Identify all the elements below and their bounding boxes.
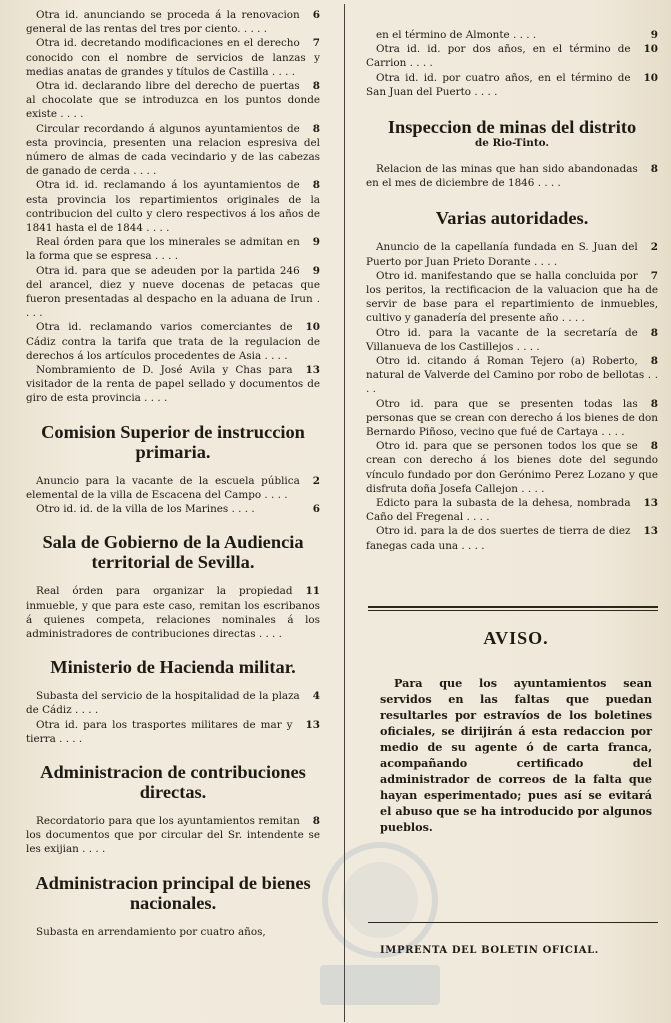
entry-leader-dots: . . . .	[458, 539, 485, 552]
entry-text: Relacion de las minas que han sido abandonadas en el mes de diciembre de 1846	[366, 163, 638, 190]
separator-rule-thin	[368, 610, 658, 611]
entry-text: Nombramiento de D. José Avila y Chas para visitador de la renta de papel sellado y documentos de giro de esta provincia	[26, 364, 320, 405]
index-entry	[26, 122, 320, 179]
entry-leader-dots: . . . .	[55, 732, 83, 745]
entry-text: Recordatorio para que los ayuntamientos remitan los documentos que por circular del Sr. intendente se les exijian	[26, 814, 320, 856]
entry-text: en el término de Almonte	[376, 29, 510, 41]
entry-page-number: 8	[312, 80, 320, 93]
entry-leader-dots: . . . .	[513, 340, 540, 353]
index-entry	[26, 264, 320, 321]
entry-leader-dots: . . . .	[129, 165, 157, 178]
index-entry	[366, 162, 658, 190]
entry-page-number: 7	[650, 269, 658, 282]
entry-text: Otra id. para que se adeuden por la partida 246 del arancel, diez y nueve docenas de petacas que fueron presentadas al despacho en la aduana de Irun	[26, 264, 320, 306]
entry-text: Otra id. reclamando varios comerciantes de Cádiz contra la tarifa que trata de la regulacion de derechos á los artículos procedentes de Asia	[26, 321, 320, 362]
index-entry	[26, 178, 320, 235]
entry-leader-dots: . . . .	[261, 349, 288, 362]
entry-text: Subasta en arrendamiento por cuatro años,	[36, 925, 266, 938]
index-entry	[366, 439, 658, 496]
index-entry	[366, 240, 658, 268]
index-entry	[26, 235, 320, 263]
notice-body: Para que los ayuntamientos sean servidos en las faltas que puedan resultarles por estravíos de los boletines oficiales, se dirijirán á esta redaccion por medio de su agente ó de carta franca, acompañando certificado del administrador de correos de la falta que hayan esperimentado; pues así se evitará el abuso que se ha introducido por algunos pueblos.	[380, 676, 652, 834]
entry-page-number: 11	[305, 585, 320, 598]
entry-page-number: 13	[643, 497, 658, 510]
entry-text: Otra id. declarando libre del derecho de puertas al chocolate que se introduzca en los puntos donde existe	[26, 80, 320, 121]
entry-leader-dots: . . . .	[140, 392, 168, 405]
left-column	[26, 8, 320, 939]
entry-leader-dots: . . . .	[366, 369, 659, 396]
section-block	[366, 117, 658, 190]
section-heading	[26, 657, 320, 677]
entry-page-number: 6	[312, 503, 320, 516]
index-entry	[366, 326, 658, 354]
entry-text: Subasta del servicio de la hospitalidad de la plaza de Cádiz	[26, 690, 300, 717]
section-block	[26, 532, 320, 641]
entry-leader-dots: . . . .	[261, 488, 288, 501]
index-entry	[366, 71, 658, 99]
entry-page-number: 9	[650, 29, 658, 41]
library-seal-watermark	[300, 830, 460, 1020]
entry-leader-dots: . . . .	[598, 426, 625, 439]
entry-page-number: 9	[312, 264, 320, 277]
index-entry	[26, 502, 320, 516]
entry-leader-dots: . . . .	[530, 255, 558, 268]
entry-page-number: 2	[650, 241, 658, 254]
entry-text: Real órden para organizar la propiedad inmueble, y que para este caso, remitan los escribanos á quienes competa, relaciones nominales á los administradores de contribuciones directas	[26, 585, 320, 640]
index-entry	[366, 269, 658, 326]
index-entry	[26, 320, 320, 363]
printer-imprint: IMPRENTA DEL BOLETIN OFICIAL.	[380, 945, 599, 956]
index-entry	[366, 28, 658, 42]
entry-leader-dots: . . . .	[268, 65, 296, 78]
entry-text: Otra id. decretando modificaciones en el derecho conocido con el nombre de servicios de lanzas y medias anatas de grandes y títulos de Castilla	[26, 37, 320, 78]
entry-leader-dots: . . . .	[151, 250, 179, 263]
entry-page-number: 10	[643, 71, 658, 84]
section-heading	[366, 117, 658, 150]
section-block	[26, 657, 320, 746]
entry-page-number: 8	[312, 179, 320, 192]
section-block	[26, 873, 320, 939]
section-title: Comision Superior de instruccion primaria.	[41, 421, 305, 462]
section-subtitle: de Rio-Tinto.	[475, 137, 549, 150]
index-entry	[366, 42, 658, 70]
entry-page-number: 7	[312, 37, 320, 50]
entry-leader-dots: . . . .	[240, 23, 268, 36]
section-title: Administracion de contribuciones directas.	[40, 761, 306, 802]
index-entry	[366, 354, 658, 397]
separator-rule	[368, 606, 658, 608]
entry-text: Otro id. para la vacante de la secretaría de Villanueva de los Castillejos	[366, 326, 638, 353]
entry-text: Otro id. para la de dos suertes de tierra de diez fanegas cada una	[366, 525, 631, 552]
entry-text: Circular recordando á algunos ayuntamientos de esta provincia, presenten una relacion espresiva del número de almas de cada vecindario y de las cabezas de ganado de cerda	[26, 122, 320, 178]
entry-page-number: 8	[312, 122, 320, 135]
entry-leader-dots: . . . .	[255, 627, 282, 640]
entry-text: Real órden para que los minerales se admitan en la forma que se espresa	[26, 236, 300, 263]
entry-text: Otro id. para que se presenten todas las personas que se crean con derecho á los bienes de don Bernardo Piñoso, vecino que fué de Cartaya	[366, 397, 658, 439]
entry-page-number: 8	[650, 440, 658, 453]
entry-page-number: 8	[650, 163, 658, 176]
entry-page-number: 8	[650, 397, 658, 410]
entry-page-number: 8	[312, 814, 320, 827]
index-entry	[366, 397, 658, 440]
notice-box	[380, 628, 652, 835]
entry-page-number: 6	[312, 9, 320, 21]
entry-leader-dots: . . . .	[534, 177, 561, 190]
section-heading	[26, 873, 320, 913]
index-entry	[26, 8, 320, 36]
entry-page-number: 8	[650, 326, 658, 339]
entry-page-number: 4	[312, 690, 320, 703]
notice-title: AVISO.	[483, 628, 549, 648]
section-block	[26, 762, 320, 857]
section-title: Inspeccion de minas del distrito	[387, 117, 637, 138]
entry-leader-dots: . . . .	[57, 108, 84, 121]
entry-leader-dots: . . . .	[142, 222, 170, 235]
section-heading	[26, 762, 320, 802]
entry-page-number: 13	[305, 718, 320, 731]
entry-leader-dots: . . . .	[78, 843, 106, 856]
entry-page-number: 8	[650, 355, 658, 368]
section-block	[26, 422, 320, 517]
entry-text: Anuncio para la vacante de la escuela pública elemental de la villa de Escacena del Campo	[26, 474, 300, 501]
entry-leader-dots: . . . .	[406, 57, 433, 70]
section-heading	[26, 532, 320, 572]
entry-leader-dots: . . . .	[26, 293, 321, 320]
entry-leader-dots: . . . .	[71, 704, 99, 717]
entry-leader-dots: . . . .	[228, 503, 255, 516]
right-column	[366, 28, 658, 553]
section-title: Administracion principal de bienes nacionales.	[35, 872, 311, 913]
entry-text: Edicto para la subasta de la dehesa, nombrada Caño del Fregenal	[366, 497, 631, 524]
index-entry	[26, 814, 320, 857]
section-title: Sala de Gobierno de la Audiencia territorial de Sevilla.	[42, 532, 304, 573]
entry-text: Otra id. para los trasportes militares de mar y tierra	[26, 718, 293, 745]
section-heading	[26, 422, 320, 462]
index-entry	[26, 79, 320, 122]
entry-text: Otro id. manifestando que se halla concluida por los peritos, la rectificacion de la valuacion que ha de servir de base para el repartimiento de inmuebles, cultivo y ganadería del presente año	[366, 269, 658, 325]
section-title: Varias autoridades.	[435, 208, 589, 229]
index-entry	[26, 363, 320, 406]
entry-text: Otro id. para que se personen todos los que se crean con derecho á los bienes dote del segundo vínculo fundado por don Gerónimo Perez Lozano y que disfruta doña Josefa Callejon	[366, 440, 658, 495]
entry-text: Otra id. id. reclamando á los ayuntamientos de esta provincia los repartimientos originales de la contribucion del culto y clero respectivos á los años de 1841 hasta el de 1844	[26, 179, 320, 235]
index-entry	[26, 584, 320, 641]
entry-page-number: 2	[312, 474, 320, 487]
index-entry	[366, 524, 658, 552]
entry-page-number: 13	[305, 364, 320, 377]
entry-page-number: 13	[643, 525, 658, 538]
entry-text: Otra id. id. por dos años, en el término de Carrion	[366, 43, 631, 70]
entry-page-number: 10	[643, 43, 658, 56]
entry-text: Otra id. anunciando se proceda á la renovacion general de las rentas del tres por ciento.	[26, 9, 300, 36]
entry-page-number: 9	[312, 236, 320, 249]
entry-leader-dots: . . . .	[463, 511, 490, 524]
entry-text: Otro id. id. de la villa de los Marines	[36, 503, 229, 516]
entry-text: Otra id. id. por cuatro años, en el término de San Juan del Puerto	[366, 71, 631, 98]
entry-leader-dots: . . . .	[558, 312, 585, 325]
section-heading	[366, 208, 658, 228]
section-block	[366, 208, 658, 552]
index-entry	[26, 925, 320, 939]
entry-leader-dots: . . . .	[509, 29, 537, 41]
index-entry	[26, 689, 320, 717]
index-entry	[26, 474, 320, 502]
entry-page-number: 10	[305, 321, 320, 334]
section-title: Ministerio de Hacienda militar.	[50, 657, 296, 678]
entry-leader-dots: . . . .	[471, 85, 498, 98]
entry-text: Anuncio de la capellanía fundada en S. Juan del Puerto por Juan Prieto Dorante	[366, 241, 638, 268]
entry-leader-dots: . . . .	[517, 482, 545, 495]
index-entry	[366, 496, 658, 524]
index-entry	[26, 36, 320, 79]
entry-text: Otro id. citando á Roman Tejero (a) Roberto, natural de Valverde del Camino por robo de bellotas	[366, 355, 645, 382]
index-entry	[26, 718, 320, 746]
